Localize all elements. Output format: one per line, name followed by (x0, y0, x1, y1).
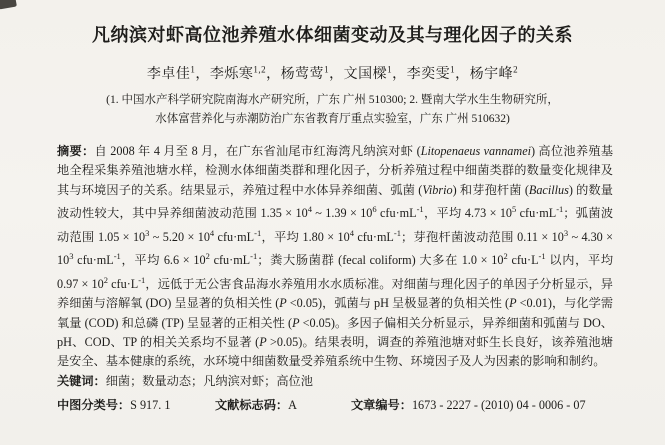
clc-value: S 917. 1 (130, 398, 171, 413)
article-number (351, 395, 586, 415)
article-number-value: 1673 - 2227 - (2010) 04 - 0006 - 07 (411, 398, 586, 413)
meta-line (57, 395, 613, 415)
abstract-paragraph (57, 142, 613, 372)
author-list: 李卓佳$^1$，李烁寒$^{1,2}$，杨莺莺$^1$，文国樑$^1$，李奕雯$^1$，杨宇峰$^2$ (146, 64, 519, 82)
paper-title: 凡纳滨对虾高位池养殖水体细菌变动及其与理化因子的关系 (92, 25, 573, 45)
clc-label: 中图分类号： (57, 398, 131, 413)
document-code-label: 文献标志码： (215, 398, 289, 413)
affiliation-block (0, 91, 665, 129)
affiliation-line-1: (1. 中国水产科学研究院南海水产研究所，广东 广州 510300; 2. 暨南大学水生生物研究所， (106, 94, 559, 106)
clc-number (57, 395, 215, 415)
keywords-text: 细菌；数量动态；凡纳滨对虾；高位池 (105, 373, 313, 388)
abstract-text: 自 2008 年 4 月至 8 月，在广东省汕尾市红海湾凡纳滨对虾 (Litopenaeus vannamei) 高位池养殖基地全程采集养殖池塘水样，检测水体细菌类群和理化因子，分析养殖过程中细菌类群的数量变化规律及其与环境因子的关系。结果显示，养殖过程中水体异养细菌、弧菌 (Vibrio) 和芽孢杆菌 (Bacillus) 的数量波动性较大，其中异养细菌波动范围 $1.35 \times 10^4$ ~ $1.39 \times 10^6$ $cfu\cdot mL^{-1}$，平均 $4.73 \times 10^5$ $cfu\cdot mL^{-1}$；弧菌波动范围 $1.05 \times 10^3$ ~ $5.20 \times 10^4$ $cfu\cdot mL^{-1}$，平均 $1.80 \times 10^4$ $cfu\cdot mL^{-1}$；芽孢杆菌波动范围 $0.11 \times 10^3$ ~ $4.30 \times 10^3$ $cfu\cdot mL^{-1}$，平均 $6.6 \times 10^2$ $cfu\cdot mL^{-1}$；粪大肠菌群 (fecal coliform) 大多在 $1.0 \times 10^2$ $cfu\cdot L^{-1}$ 以内，平均 $0.97 \times 10^2$ $cfu\cdot L^{-1}$，远低于无公害食品海水养殖用水水质标准。对细菌与理化因子的单因子分析显示，异养细菌与溶解氧 (DO) 呈显著的负相关性 (P <0.05)，弧菌与 pH 呈极显著的负相关性 (P <0.01)，与化学需氧量 (COD) 和总磷 (TP) 呈显著的正相关性 (P <0.05)。多因子偏相关分析显示，异养细菌和弧菌与 DO、pH、COD、TP 的相关关系均不显著 (P >0.05)。结果表明，调查的养殖池塘对虾生长良好，该养殖池塘是安全、基本健康的系统，水环境中细菌数量受养殖系统中生物、环境因子及人为因素的影响和制约。 (57, 144, 614, 369)
abstract-label: 摘要： (57, 144, 95, 158)
keywords-line (57, 372, 613, 391)
article-number-label: 文章编号： (351, 398, 412, 413)
document-code (215, 395, 351, 415)
keywords-label: 关键词： (57, 373, 106, 388)
affiliation-line-2: 水体富营养化与赤潮防治广东省教育厅重点实验室，广东 广州 510632) (155, 113, 510, 125)
document-code-value: A (288, 398, 297, 413)
